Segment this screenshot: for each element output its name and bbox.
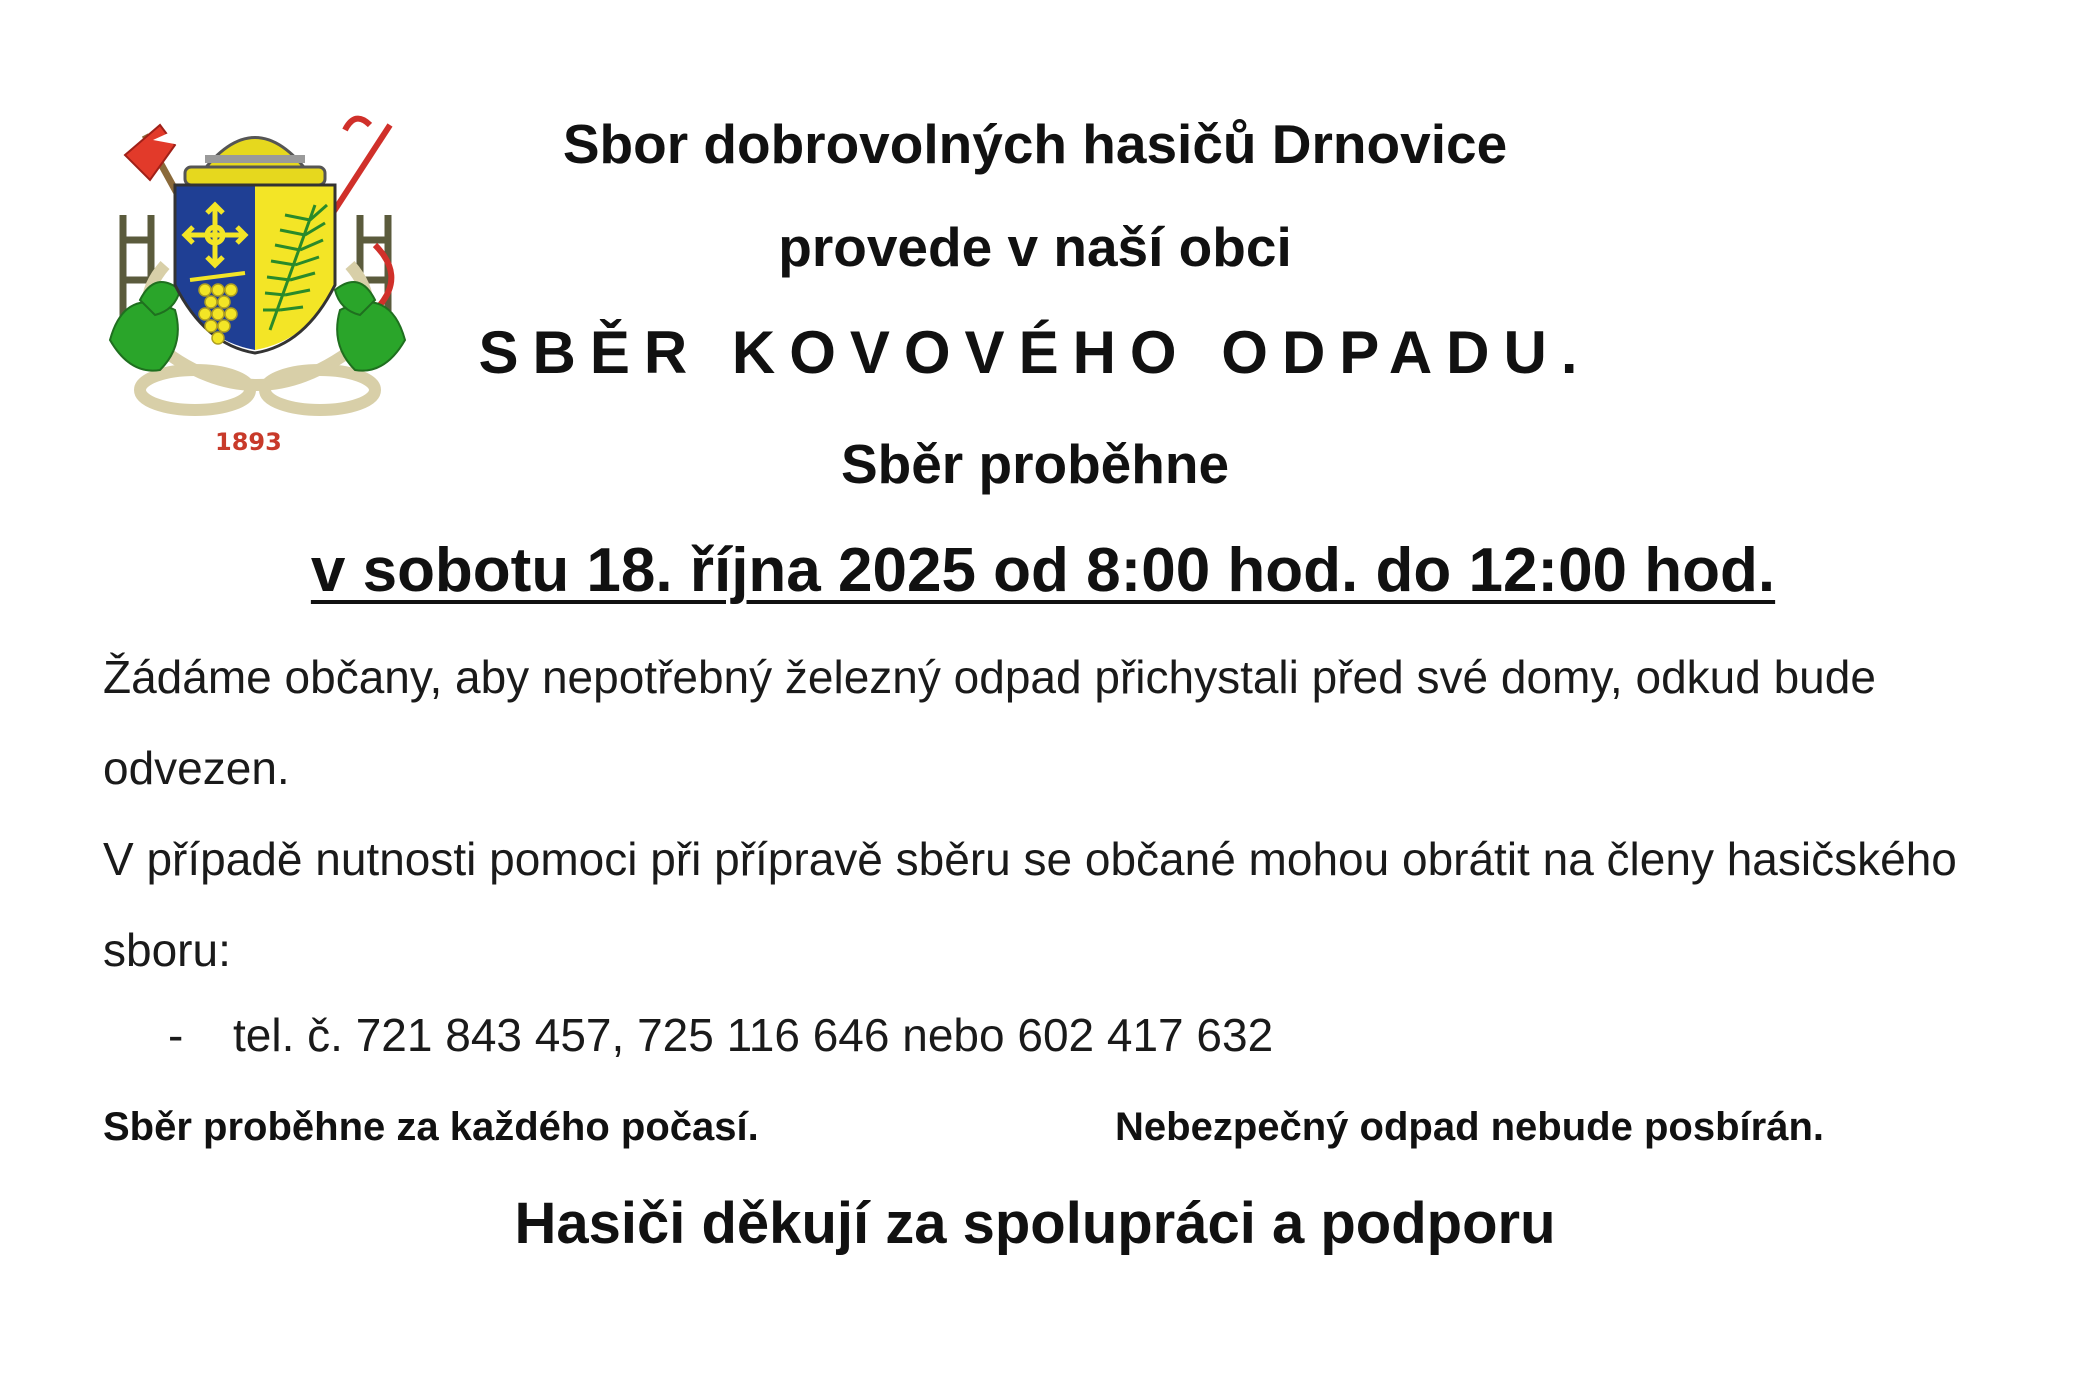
organization-name [450, 112, 1620, 176]
schedule-label-text: Sběr proběhne [840, 433, 1230, 495]
thanks-text: Hasiči děkují za spolupráci a podporu [514, 1191, 1556, 1256]
organization-name-text: Sbor dobrovolných hasičů Drnovice [562, 113, 1508, 175]
main-heading [450, 318, 1620, 387]
hazardous-note: Nebezpečný odpad nebude posbírán. [1115, 1105, 1824, 1149]
intro-text: provede v naší obci [778, 216, 1292, 278]
request-paragraph: Žádáme občany, aby nepotřebný železný odpad přichystali před své domy, odkud bude odvezen. [103, 651, 1876, 794]
schedule-label [450, 432, 1620, 496]
contact-phones: tel. č. 721 843 457, 725 116 646 nebo 602 417 632 [233, 1009, 1274, 1061]
helmet-icon [185, 138, 325, 186]
weather-note: Sběr proběhne za každého počasí. [103, 1105, 759, 1149]
contact-line [103, 1008, 1273, 1062]
help-paragraph: V případě nutnosti pomoci při přípravě sběru se občané mohou obrátit na členy hasičského sboru: [103, 833, 1957, 976]
fire-brigade-emblem [105, 105, 410, 455]
main-heading-text: SBĚR KOVOVÉHO ODPADU. [478, 319, 1592, 386]
emblem-year: 1893 [215, 428, 282, 455]
shield-icon [175, 185, 335, 353]
thanks-line [450, 1190, 1620, 1257]
schedule-date [0, 535, 2086, 606]
bullet-dash: - [168, 1009, 184, 1061]
intro-line [450, 215, 1620, 279]
schedule-date-text: v sobotu 18. října 2025 od 8:00 hod. do 12:00 hod. [310, 536, 1776, 605]
